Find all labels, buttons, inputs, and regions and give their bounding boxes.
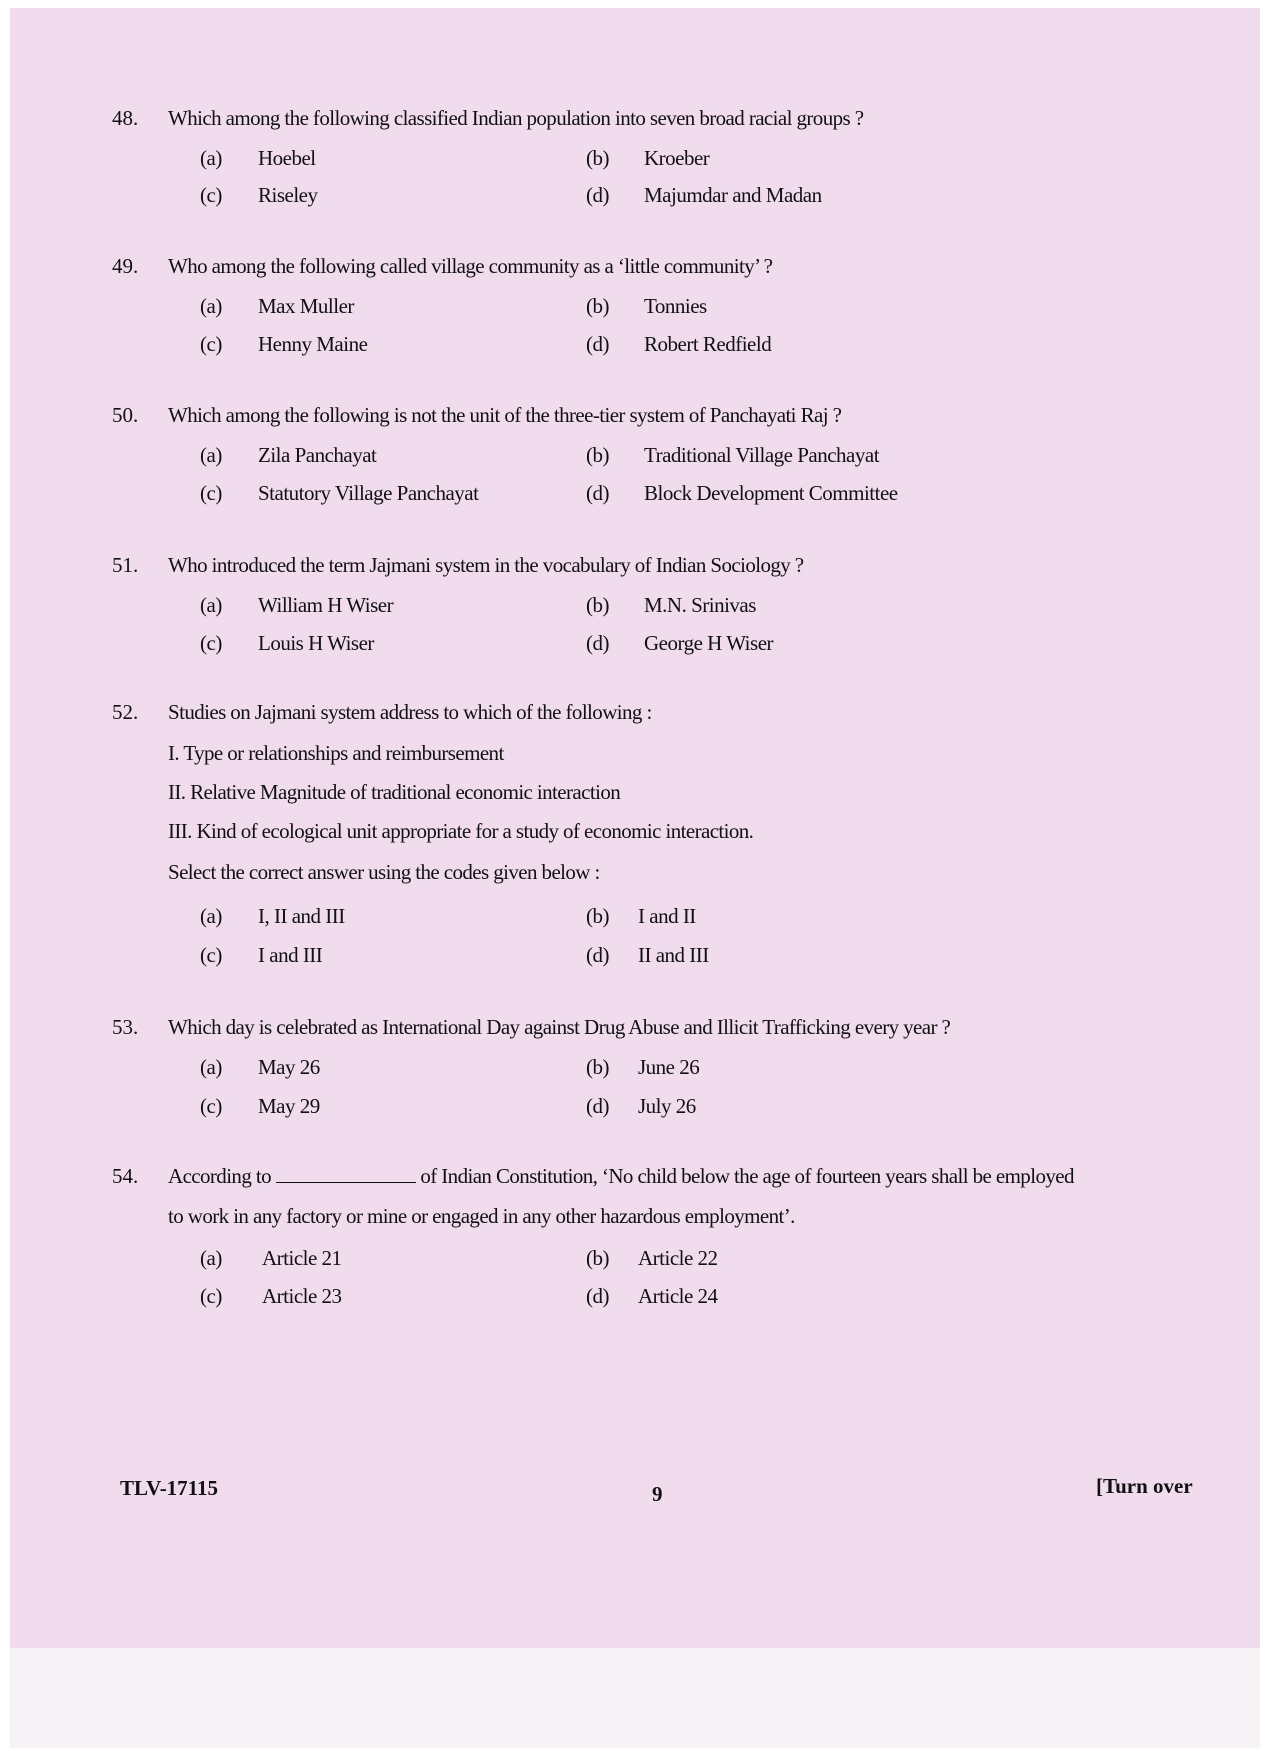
option-b[interactable]: (b) Tonnies	[586, 294, 707, 318]
question-number: 49.	[112, 254, 139, 278]
paper-code: TLV-17115	[120, 1476, 219, 1500]
turn-over-label: [Turn over	[1096, 1474, 1193, 1498]
option-b[interactable]: (b) Kroeber	[586, 146, 710, 170]
option-d[interactable]: (d) Block Development Committee	[586, 481, 898, 505]
question-stem: Which among the following classified Indian population into seven broad racial groups ?	[168, 106, 864, 130]
option-a[interactable]: (a) I, II and III	[200, 904, 345, 928]
option-c[interactable]: (c) Louis H Wiser	[200, 631, 374, 655]
question-stem-line-2: to work in any factory or mine or engaged in any other hazardous employment’.	[168, 1204, 795, 1228]
option-a[interactable]: (a) May 26	[200, 1055, 320, 1079]
option-a[interactable]: (a) Hoebel	[200, 146, 316, 170]
option-b[interactable]: (b) Traditional Village Panchayat	[586, 443, 880, 467]
option-a[interactable]: (a) Article 21	[200, 1246, 342, 1270]
instruction: Select the correct answer using the codes given below :	[168, 860, 600, 884]
option-a[interactable]: (a) Max Muller	[200, 294, 354, 318]
question-stem: Which among the following is not the unit of the three-tier system of Panchayati Raj ?	[168, 403, 842, 427]
question-stem: Studies on Jajmani system address to which of the following :	[168, 700, 652, 724]
option-b[interactable]: (b) I and II	[586, 904, 696, 928]
option-a[interactable]: (a) Zila Panchayat	[200, 443, 377, 467]
question-number: 54.	[112, 1164, 139, 1188]
option-d[interactable]: (d) George H Wiser	[586, 631, 774, 655]
option-d[interactable]: (d) Robert Redfield	[586, 332, 772, 356]
question-number: 50.	[112, 403, 139, 427]
option-d[interactable]: (d) July 26	[586, 1094, 696, 1118]
option-c[interactable]: (c) May 29	[200, 1094, 320, 1118]
option-c[interactable]: (c) I and III	[200, 943, 323, 967]
option-d[interactable]: (d) Majumdar and Madan	[586, 183, 822, 207]
question-stem: Who introduced the term Jajmani system in the vocabulary of Indian Sociology ?	[168, 553, 804, 577]
question-stem: Who among the following called village community as a ‘little community’ ?	[168, 254, 773, 278]
question-stem: According to of Indian Constitution, ‘No child below the age of fourteen years shall be employed	[168, 1164, 1074, 1188]
question-number: 48.	[112, 106, 139, 130]
option-b[interactable]: (b) M.N. Srinivas	[586, 593, 756, 617]
statement-1: I. Type or relationships and reimbursement	[168, 741, 504, 765]
page-bottom-margin	[10, 1648, 1260, 1748]
option-c[interactable]: (c) Henny Maine	[200, 332, 368, 356]
option-a[interactable]: (a) William H Wiser	[200, 593, 394, 617]
question-number: 52.	[112, 700, 139, 724]
option-c[interactable]: (c) Statutory Village Panchayat	[200, 481, 479, 505]
option-b[interactable]: (b) June 26	[586, 1055, 700, 1079]
question-number: 53.	[112, 1015, 139, 1039]
option-d[interactable]: (d) Article 24	[586, 1284, 718, 1308]
statement-3: III. Kind of ecological unit appropriate for a study of economic interaction.	[168, 819, 754, 843]
statement-2: II. Relative Magnitude of traditional economic interaction	[168, 780, 621, 804]
option-d[interactable]: (d) II and III	[586, 943, 709, 967]
option-c[interactable]: (c) Article 23	[200, 1284, 342, 1308]
option-c[interactable]: (c) Riseley	[200, 183, 318, 207]
question-number: 51.	[112, 553, 139, 577]
option-b[interactable]: (b) Article 22	[586, 1246, 718, 1270]
fill-in-blank	[276, 1164, 416, 1183]
question-stem: Which day is celebrated as International Day against Drug Abuse and Illicit Trafficking every year ?	[168, 1015, 951, 1039]
page-number: 9	[652, 1482, 663, 1506]
